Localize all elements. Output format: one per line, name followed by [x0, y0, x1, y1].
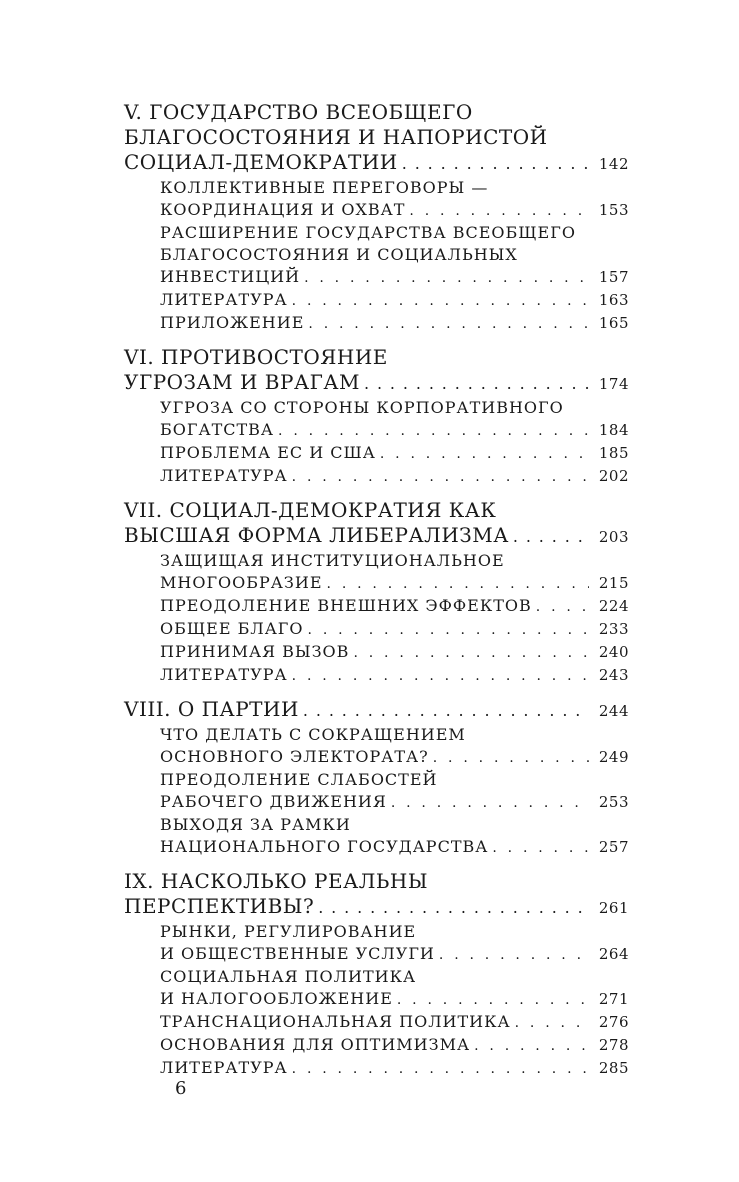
section-page-number: 257 [598, 838, 629, 856]
section-entry[interactable] [124, 1011, 629, 1034]
section-title-text: ОБЩЕЕ БЛАГО [160, 619, 304, 638]
section-entry[interactable] [124, 664, 629, 687]
chapter-title-text: ВЫСШАЯ ФОРМА ЛИБЕРАЛИЗМА [124, 523, 509, 547]
section-page-number: 253 [598, 793, 629, 811]
section-title-text: СОЦИАЛЬНАЯ ПОЛИТИКА [160, 967, 417, 986]
chapter-title-line [124, 345, 629, 370]
section-title-text: ЛИТЕРАТУРА [160, 1058, 288, 1077]
dot-leader [513, 524, 589, 549]
dot-leader [433, 747, 589, 769]
section-entry[interactable] [124, 988, 629, 1011]
section-entry[interactable] [124, 618, 629, 641]
dot-leader [492, 837, 589, 859]
section-title-text: ИНВЕСТИЦИЙ [160, 267, 301, 286]
section-title-text: ЧТО ДЕЛАТЬ С СОКРАЩЕНИЕМ [160, 725, 466, 744]
dot-leader [308, 619, 589, 641]
section-title-line [124, 724, 629, 746]
chapter-title-text: V. ГОСУДАРСТВО ВСЕОБЩЕГО [124, 100, 473, 124]
dot-leader [380, 443, 589, 465]
section-page-number: 163 [598, 291, 629, 309]
chapter-page-number: 142 [598, 155, 629, 173]
chapter-entry[interactable] [124, 150, 629, 177]
chapter-title-text: IX. НАСКОЛЬКО РЕАЛЬНЫ [124, 869, 429, 893]
section-entry[interactable] [124, 289, 629, 312]
dot-leader [353, 642, 589, 664]
section-title-text: ЛИТЕРАТУРА [160, 466, 288, 485]
section-page-number: 264 [598, 945, 629, 963]
chapter-entry[interactable] [124, 894, 629, 921]
section-title-line [124, 222, 629, 244]
section-title-text: НАЦИОНАЛЬНОГО ГОСУДАРСТВА [160, 837, 489, 856]
dot-leader [292, 665, 589, 687]
chapter-title-text: СОЦИАЛ-ДЕМОКРАТИИ [124, 150, 398, 174]
section-entry[interactable] [124, 572, 629, 595]
dot-leader [292, 466, 589, 488]
section-entry[interactable] [124, 943, 629, 966]
table-of-contents [124, 100, 629, 1090]
dot-leader [397, 989, 589, 1011]
section-title-text: ВЫХОДЯ ЗА РАМКИ [160, 815, 351, 834]
section-entry[interactable] [124, 595, 629, 618]
section-title-text: ОСНОВНОГО ЭЛЕКТОРАТА? [160, 747, 429, 766]
section-title-line [124, 966, 629, 988]
section-entry[interactable] [124, 465, 629, 488]
dot-leader [402, 151, 589, 176]
section-title-line [124, 769, 629, 791]
section-page-number: 157 [598, 268, 629, 286]
section-title-text: ПРОБЛЕМА ЕС И США [160, 443, 376, 462]
chapter-title-text: БЛАГОСОСТОЯНИЯ И НАПОРИСТОЙ [124, 125, 548, 149]
section-page-number: 165 [598, 314, 629, 332]
chapter-title-text: ПЕРСПЕКТИВЫ? [124, 894, 315, 918]
dot-leader [474, 1035, 589, 1057]
section-title-text: РЫНКИ, РЕГУЛИРОВАНИЕ [160, 922, 417, 941]
chapter-page-number: 261 [598, 899, 629, 917]
toc-chapter [124, 498, 629, 687]
section-title-text: И НАЛОГООБЛОЖЕНИЕ [160, 989, 393, 1008]
section-title-text: ТРАНСНАЦИОНАЛЬНАЯ ПОЛИТИКА [160, 1012, 511, 1031]
section-page-number: 276 [598, 1013, 629, 1031]
chapter-entry[interactable] [124, 523, 629, 550]
section-title-line [124, 921, 629, 943]
section-title-text: КООРДИНАЦИЯ И ОХВАТ [160, 200, 406, 219]
section-page-number: 271 [598, 990, 629, 1008]
dot-leader [409, 200, 589, 222]
dot-leader [327, 573, 589, 595]
section-title-line [124, 177, 629, 199]
chapter-title-line [124, 125, 629, 150]
section-entry[interactable] [124, 836, 629, 859]
chapter-entry[interactable] [124, 370, 629, 397]
section-title-text: ЛИТЕРАТУРА [160, 290, 288, 309]
chapter-title-text: VIII. О ПАРТИИ [124, 697, 299, 721]
section-page-number: 185 [598, 444, 629, 462]
section-page-number: 153 [598, 201, 629, 219]
dot-leader [364, 371, 589, 396]
section-page-number: 202 [598, 467, 629, 485]
section-title-line [124, 550, 629, 572]
section-title-text: РАБОЧЕГО ДВИЖЕНИЯ [160, 792, 387, 811]
dot-leader [278, 420, 589, 442]
section-title-text: ПРИЛОЖЕНИЕ [160, 313, 305, 332]
dot-leader [292, 1058, 589, 1080]
dot-leader [318, 895, 589, 920]
dot-leader [391, 792, 589, 814]
section-entry[interactable] [124, 199, 629, 222]
dot-leader [304, 267, 589, 289]
dot-leader [303, 698, 589, 723]
section-title-text: УГРОЗА СО СТОРОНЫ КОРПОРАТИВНОГО [160, 398, 564, 417]
section-title-text: И ОБЩЕСТВЕННЫЕ УСЛУГИ [160, 944, 435, 963]
section-title-text: МНОГООБРАЗИЕ [160, 573, 323, 592]
section-entry[interactable] [124, 419, 629, 442]
chapter-entry[interactable] [124, 697, 629, 724]
section-title-text: ПРЕОДОЛЕНИЕ ВНЕШНИХ ЭФФЕКТОВ [160, 596, 532, 615]
section-page-number: 184 [598, 421, 629, 439]
section-title-text: ЛИТЕРАТУРА [160, 665, 288, 684]
chapter-title-line [124, 100, 629, 125]
dot-leader [439, 944, 589, 966]
chapter-page-number: 203 [598, 528, 629, 546]
page-number: 6 [175, 1078, 187, 1099]
section-entry[interactable] [124, 746, 629, 769]
section-title-text: ПРИНИМАЯ ВЫЗОВ [160, 642, 350, 661]
section-title-text: КОЛЛЕКТИВНЫЕ ПЕРЕГОВОРЫ — [160, 178, 489, 197]
section-page-number: 249 [598, 748, 629, 766]
section-title-text: ОСНОВАНИЯ ДЛЯ ОПТИМИЗМА [160, 1035, 471, 1054]
section-entry[interactable] [124, 791, 629, 814]
toc-chapter [124, 697, 629, 859]
chapter-title-line [124, 869, 629, 894]
section-title-text: ПРЕОДОЛЕНИЕ СЛАБОСТЕЙ [160, 770, 438, 789]
toc-chapter [124, 345, 629, 488]
section-page-number: 233 [598, 620, 629, 638]
section-title-line [124, 244, 629, 266]
section-page-number: 224 [598, 597, 629, 615]
section-entry[interactable] [124, 312, 629, 335]
toc-chapter [124, 100, 629, 335]
section-title-text: РАСШИРЕНИЕ ГОСУДАРСТВА ВСЕОБЩЕГО [160, 223, 576, 242]
section-page-number: 243 [598, 666, 629, 684]
section-entry[interactable] [124, 1034, 629, 1057]
dot-leader [536, 596, 589, 618]
section-entry[interactable] [124, 266, 629, 289]
section-page-number: 285 [598, 1059, 629, 1077]
section-entry[interactable] [124, 1057, 629, 1080]
section-title-text: БЛАГОСОСТОЯНИЯ И СОЦИАЛЬНЫХ [160, 245, 518, 264]
chapter-page-number: 174 [598, 375, 629, 393]
toc-chapter [124, 869, 629, 1080]
dot-leader [515, 1012, 589, 1034]
dot-leader [308, 313, 589, 335]
section-entry[interactable] [124, 442, 629, 465]
chapter-page-number: 244 [598, 702, 629, 720]
section-title-line [124, 397, 629, 419]
section-entry[interactable] [124, 641, 629, 664]
section-page-number: 278 [598, 1036, 629, 1054]
section-page-number: 240 [598, 643, 629, 661]
section-page-number: 215 [598, 574, 629, 592]
section-title-line [124, 814, 629, 836]
chapter-title-text: УГРОЗАМ И ВРАГАМ [124, 370, 360, 394]
section-title-text: БОГАТСТВА [160, 420, 275, 439]
chapter-title-text: VI. ПРОТИВОСТОЯНИЕ [124, 345, 388, 369]
dot-leader [292, 290, 589, 312]
section-title-text: ЗАЩИЩАЯ ИНСТИТУЦИОНАЛЬНОЕ [160, 551, 505, 570]
chapter-title-text: VII. СОЦИАЛ-ДЕМОКРАТИЯ КАК [124, 498, 497, 522]
chapter-title-line [124, 498, 629, 523]
